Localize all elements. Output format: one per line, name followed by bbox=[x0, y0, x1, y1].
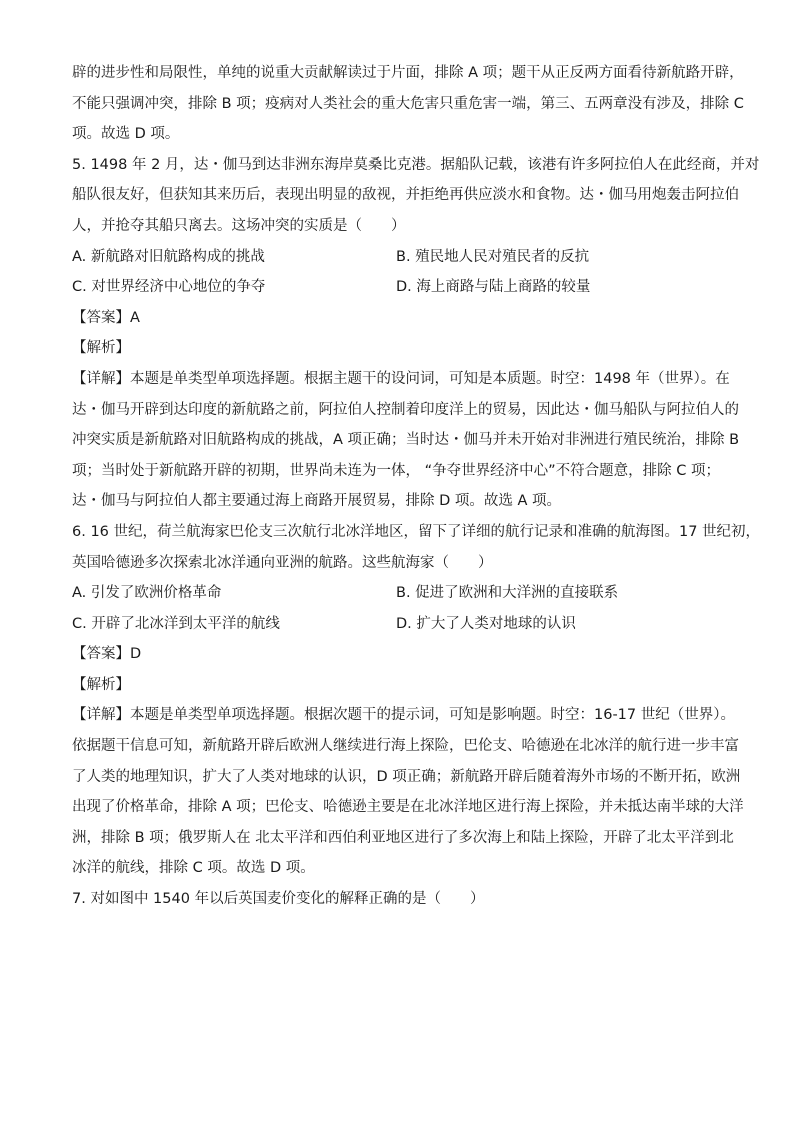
option-d: D. 海上商路与陆上商路的较量 bbox=[396, 279, 591, 296]
question-6 bbox=[72, 517, 761, 884]
previous-answer-continuation bbox=[72, 58, 744, 150]
detail-line: 达・伽马与阿拉伯人都主要通过海上商路开展贸易，排除 D 项。故选 A 项。 bbox=[72, 493, 562, 510]
question-7 bbox=[72, 884, 732, 915]
detail-line: 项；当时处于新航路开辟的初期，世界尚未连为一体， “争夺世界经济中心”不符合题意，排除 C 项； bbox=[72, 462, 720, 479]
detail-line: 了人类的地理知识，扩大了人类对地球的认识，D 项正确；新航路开辟后随着海外市场的不断开拓，欧洲 bbox=[72, 768, 741, 785]
option-a: A. 引发了欧洲价格革命 bbox=[72, 585, 222, 602]
question-stem-line: 英国哈德逊多次探索北冰洋通向亚洲的航路。这些航海家（ ） bbox=[72, 554, 493, 571]
options-row bbox=[72, 578, 732, 609]
option-d: D. 扩大了人类对地球的认识 bbox=[396, 615, 576, 632]
detail-line: 冰洋的航线，排除 C 项。故选 D 项。 bbox=[72, 860, 315, 877]
detail-line: 【详解】本题是单类型单项选择题。根据次题干的提示词，可知是影响题。时空：16-17 世纪（世界）。 bbox=[72, 707, 735, 724]
detail-line: 洲，排除 B 项；俄罗斯人在 北太平洋和西伯利亚地区进行了多次海上和陆上探险，开辟了北太平洋到北 bbox=[72, 829, 734, 846]
options-row bbox=[72, 242, 732, 273]
options-row bbox=[72, 272, 732, 303]
question-stem-line: 5. 1498 年 2 月，达・伽马到达非洲东海岸莫桑比克港。据船队记载，该港有许多阿拉伯人在此经商，并对 bbox=[72, 156, 760, 173]
detail-line: 达・伽马开辟到达印度的新航路之前，阿拉伯人控制着印度洋上的贸易，因此达・伽马船队与阿拉伯人的 bbox=[72, 401, 739, 418]
option-c: C. 对世界经济中心地位的争夺 bbox=[72, 279, 266, 296]
answer-label: 【答案】A bbox=[72, 309, 140, 326]
question-stem-line: 7. 对如图中 1540 年以后英国麦价变化的解释正确的是（ ） bbox=[72, 891, 485, 908]
question-stem-line: 6. 16 世纪，荷兰航海家巴伦支三次航行北冰洋地区，留下了详细的航行记录和准确的航海图。17 世纪初， bbox=[72, 523, 761, 540]
analysis-label: 【解析】 bbox=[72, 676, 130, 693]
text-line: 项。故选 D 项。 bbox=[72, 126, 180, 143]
page-content bbox=[72, 58, 761, 915]
options-row bbox=[72, 609, 732, 640]
text-line: 不能只强调冲突，排除 B 项；疫病对人类社会的重大危害只重危害一端，第三、五两章没有涉及，排除 C bbox=[72, 95, 744, 112]
question-stem-line: 船队很友好，但获知其来历后，表现出明显的敌视，并拒绝再供应淡水和食物。达・伽马用炮轰击阿拉伯 bbox=[72, 187, 739, 204]
option-b: B. 促进了欧洲和大洋洲的直接联系 bbox=[396, 585, 619, 602]
detail-line: 【详解】本题是单类型单项选择题。根据主题干的设问词，可知是本质题。时空：1498 年（世界）。在 bbox=[72, 370, 730, 387]
option-b: B. 殖民地人民对殖民者的反抗 bbox=[396, 248, 590, 265]
question-stem-line: 人，并抢夺其船只离去。这场冲突的实质是（ ） bbox=[72, 217, 406, 234]
detail-line: 出现了价格革命，排除 A 项；巴伦支、哈德逊主要是在北冰洋地区进行海上探险，并未抵达南半球的大洋 bbox=[72, 799, 744, 816]
option-a: A. 新航路对旧航路构成的挑战 bbox=[72, 248, 265, 265]
text-line: 辟的进步性和局限性，单纯的说重大贡献解读过于片面，排除 A 项；题干从正反两方面看待新航路开辟， bbox=[72, 65, 744, 81]
detail-line: 依据题干信息可知，新航路开辟后欧洲人继续进行海上探险，巴伦支、哈德逊在北冰洋的航行进一步丰富 bbox=[72, 738, 739, 755]
option-c: C. 开辟了北冰洋到太平洋的航线 bbox=[72, 615, 280, 632]
analysis-label: 【解析】 bbox=[72, 340, 130, 357]
answer-label: 【答案】D bbox=[72, 646, 142, 663]
detail-line: 冲突实质是新航路对旧航路构成的挑战，A 项正确；当时达・伽马并未开始对非洲进行殖民统治，排除 B bbox=[72, 432, 740, 449]
question-5 bbox=[72, 150, 760, 517]
